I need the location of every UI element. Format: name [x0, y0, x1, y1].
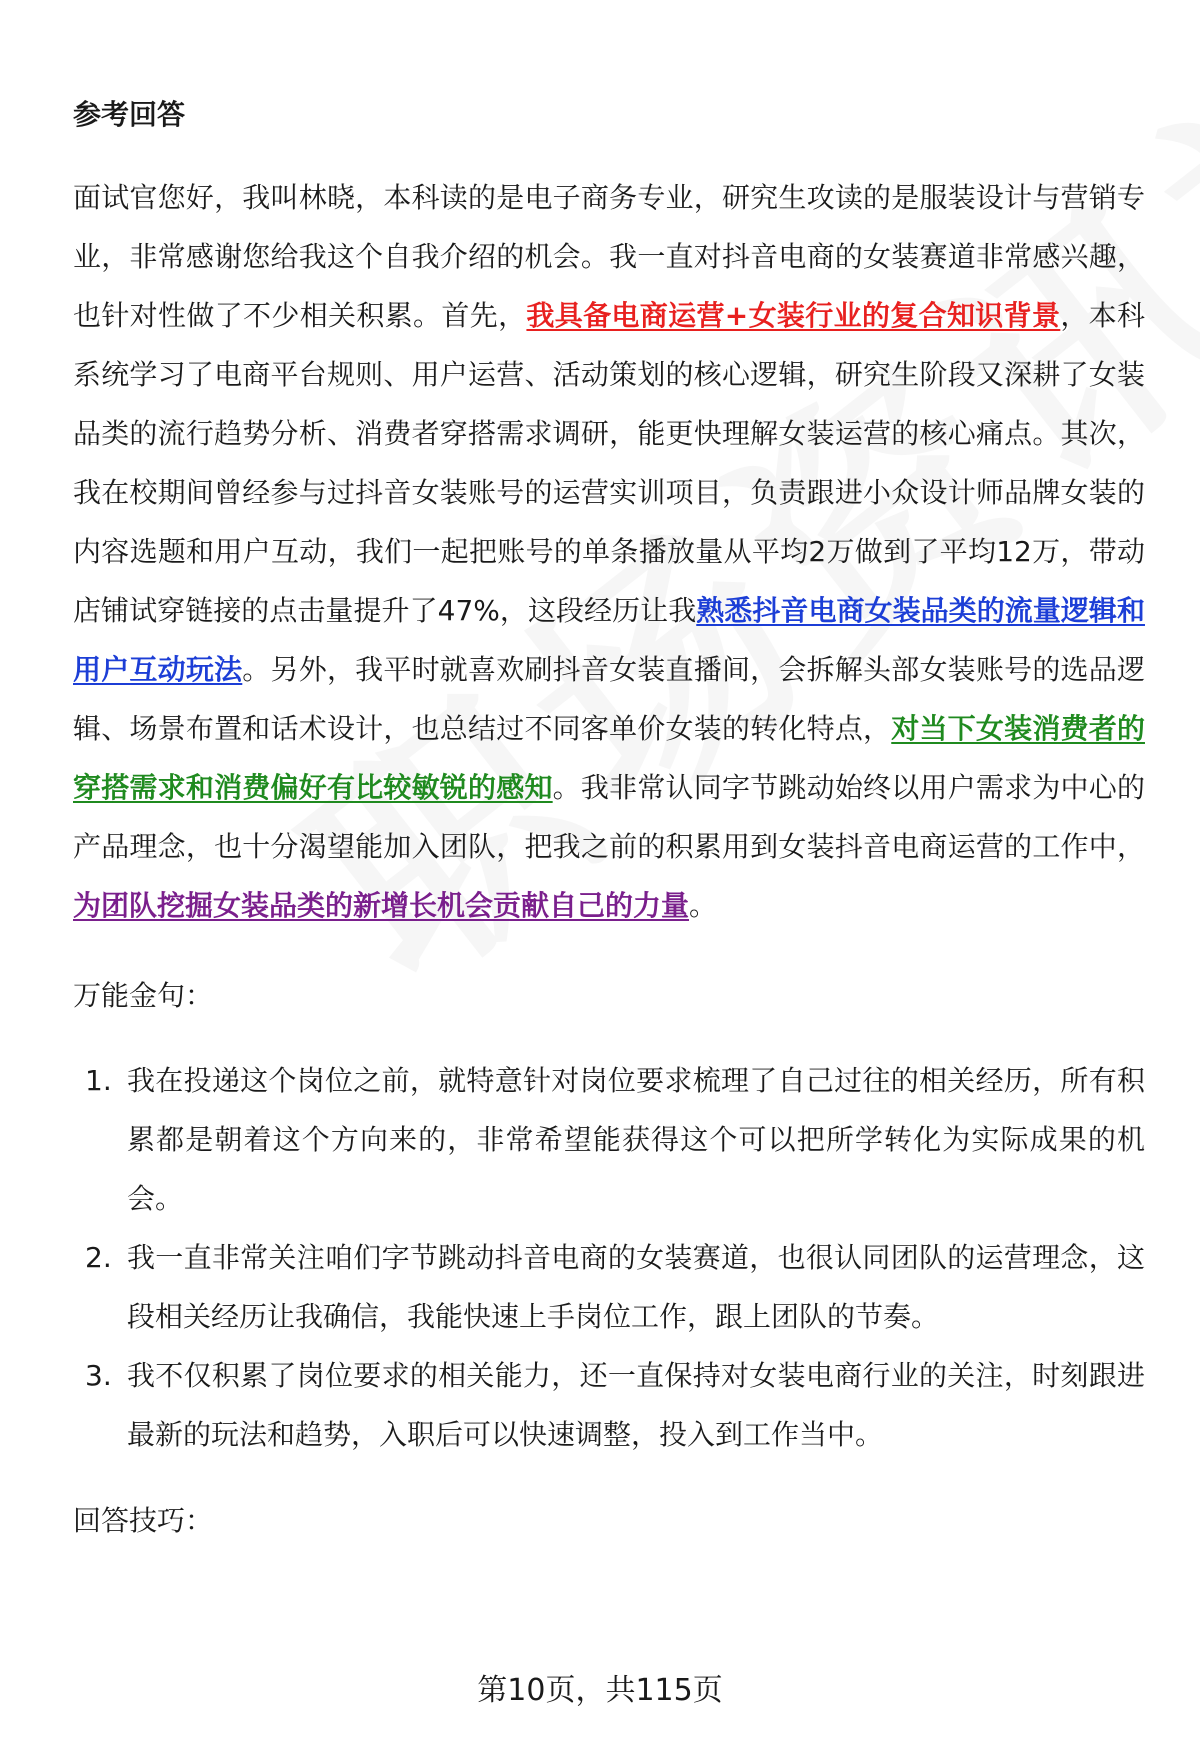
list-item-text: 我不仅积累了岗位要求的相关能力，还一直保持对女装电商行业的关注，时刻跟进最新的玩法和趋势，入职后可以快速调整，投入到工作当中。 — [127, 1359, 1145, 1451]
answer-paragraph — [73, 168, 1145, 935]
highlight-green: 对当下女装消费者的穿搭需求和消费偏好有比较敏锐的感知 — [73, 712, 1145, 804]
list-number: 1. — [85, 1064, 112, 1097]
highlight-red: 我具备电商运营+女装行业的复合知识背景 — [526, 299, 1061, 332]
document-page — [73, 94, 1145, 1542]
list-item-text: 我一直非常关注咱们字节跳动抖音电商的女装赛道，也很认同团队的运营理念，这段相关经历让我确信，我能快速上手岗位工作，跟上团队的节奏。 — [127, 1241, 1145, 1333]
list-item-text: 我在投递这个岗位之前，就特意针对岗位要求梳理了自己过往的相关经历，所有积累都是朝着这个方向来的，非常希望能获得这个可以把所学转化为实际成果的机会。 — [127, 1064, 1145, 1215]
list-item — [73, 1346, 1145, 1464]
list-number: 3. — [85, 1359, 112, 1392]
section-title: 参考回答 — [73, 98, 186, 131]
list-item — [73, 1228, 1145, 1346]
answer-text-3: 。另外，我平时就喜欢刷抖音女装直播间，会拆解头部女装账号的选品逻辑、场景布置和话术设计，也总结过不同客单价女装的转化特点， — [73, 653, 1145, 745]
answer-text-1: 面试官您好，我叫林晓，本科读的是电子商务专业，研究生攻读的是服装设计与营销专业，非常感谢您给我这个自我介绍的机会。我一直对抖音电商的女装赛道非常感兴趣，也针对性做了不少相关积累。首先， — [73, 181, 1145, 332]
answer-text-5: 。 — [689, 889, 718, 922]
highlight-purple: 为团队挖掘女装品类的新增长机会贡献自己的力量 — [73, 889, 690, 922]
golden-sentences-heading: 万能金句： — [73, 979, 214, 1012]
answer-text-2: ，本科系统学习了电商平台规则、用户运营、活动策划的核心逻辑，研究生阶段又深耕了女装品类的流行趋势分析、消费者穿搭需求调研，能更快理解女装运营的核心痛点。其次，我在校期间曾经参与过抖音女装账号的运营实训项目，负责跟进小众设计师品牌女装的内容选题和用户互动，我们一起把账号的单条播放量从平均2万做到了平均12万，带动店铺试穿链接的点击量提升了47%，这段经历让我 — [73, 299, 1145, 627]
answer-tips-heading: 回答技巧： — [73, 1504, 214, 1537]
answer-text-4: 。我非常认同字节跳动始终以用户需求为中心的产品理念，也十分渴望能加入团队，把我之前的积累用到女装抖音电商运营的工作中， — [73, 771, 1145, 863]
golden-sentences-list — [73, 1051, 1145, 1464]
highlight-blue: 熟悉抖音电商女装品类的流量逻辑和用户互动玩法 — [73, 594, 1145, 686]
page-number-footer: 第10页，共115页 — [477, 1673, 723, 1708]
list-item — [73, 1051, 1145, 1228]
list-number: 2. — [85, 1241, 112, 1274]
